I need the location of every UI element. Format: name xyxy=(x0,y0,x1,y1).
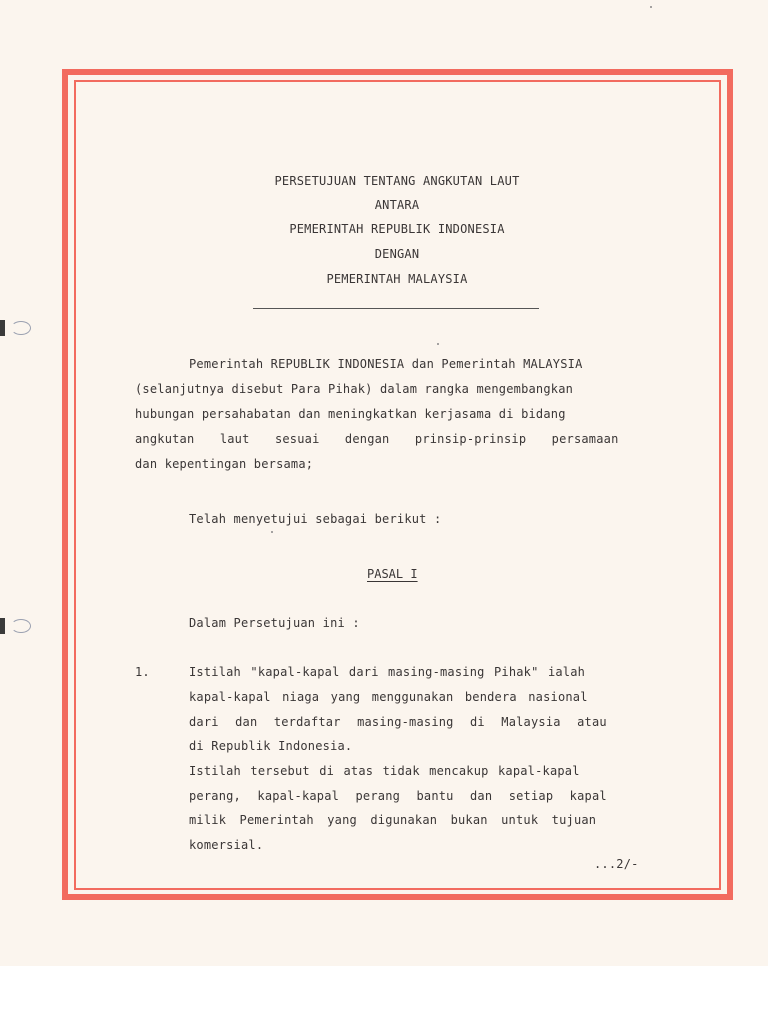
item-line-5: Istilah tersebut di atas tidak mencakup kapal-kapal xyxy=(189,764,580,778)
binder-hole-top xyxy=(0,320,32,336)
article-intro: Dalam Persetujuan ini : xyxy=(189,616,360,630)
article-heading: PASAL I xyxy=(367,567,418,581)
item-line-8: komersial. xyxy=(189,838,264,852)
preamble-line-2: (selanjutnya disebut Para Pihak) dalam rangka mengembangkan xyxy=(135,382,574,396)
preamble-line-3: hubungan persahabatan dan meningkatkan kerjasama di bidang xyxy=(135,407,566,421)
item-line-3: dari dan terdaftar masing-masing di Malaysia atau xyxy=(189,715,607,729)
preamble-line-1: Pemerintah REPUBLIK INDONESIA dan Pemerintah MALAYSIA xyxy=(189,357,583,371)
paper-speck xyxy=(271,531,273,533)
item-line-4: di Republik Indonesia. xyxy=(189,739,353,753)
item-number: 1. xyxy=(135,665,150,679)
title-line-1: PERSETUJUAN TENTANG ANGKUTAN LAUT xyxy=(274,174,520,188)
paper-speck xyxy=(650,6,652,8)
item-line-1: Istilah "kapal-kapal dari masing-masing Pihak" ialah xyxy=(189,665,586,679)
agreed-statement: Telah menyetujui sebagai berikut : xyxy=(189,512,442,526)
preamble-line-4: angkutan laut sesuai dengan prinsip-prinsip persamaan xyxy=(135,432,619,446)
title-line-5: PEMERINTAH MALAYSIA xyxy=(326,272,468,286)
title-line-2: ANTARA xyxy=(374,198,420,212)
item-line-6: perang, kapal-kapal perang bantu dan setiap kapal xyxy=(189,789,607,803)
title-divider xyxy=(253,308,539,309)
title-line-3: PEMERINTAH REPUBLIK INDONESIA xyxy=(289,222,505,236)
preamble-line-5: dan kepentingan bersama; xyxy=(135,457,314,471)
binder-hole-bottom xyxy=(0,618,32,634)
page-continuation-marker: ...2/- xyxy=(594,857,639,871)
title-line-4: DENGAN xyxy=(374,247,420,261)
item-line-2: kapal-kapal niaga yang menggunakan bendera nasional xyxy=(189,690,588,704)
paper-speck xyxy=(437,343,439,345)
item-line-7: milik Pemerintah yang digunakan bukan untuk tujuan xyxy=(189,813,597,827)
